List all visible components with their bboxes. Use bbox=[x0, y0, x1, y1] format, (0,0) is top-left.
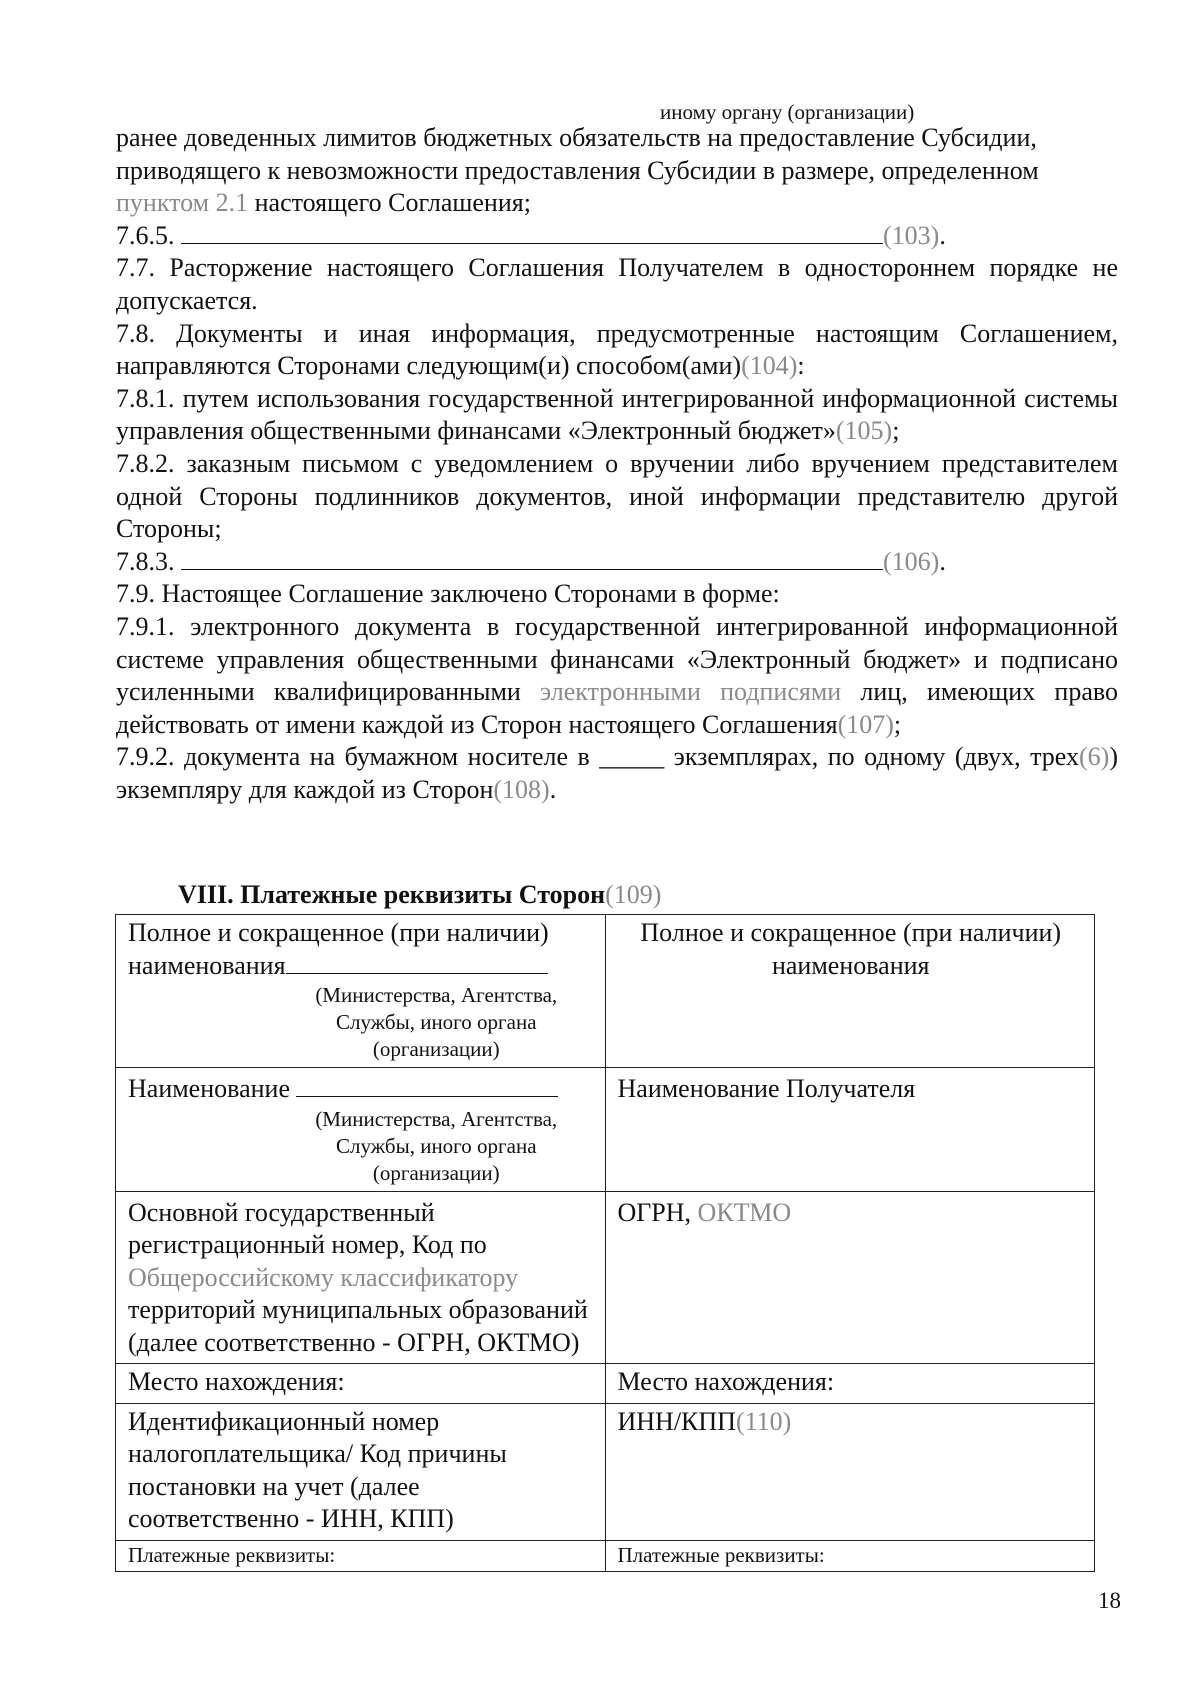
footnote-ref[interactable]: (106) bbox=[883, 546, 940, 576]
body-text bbox=[116, 122, 1118, 806]
fill-in-blank bbox=[181, 221, 883, 244]
cell-text: Место нахождения: bbox=[128, 1367, 345, 1396]
fill-in-blank bbox=[181, 547, 883, 570]
footnote-ref[interactable]: (107) bbox=[837, 709, 894, 739]
punctuation: ; bbox=[893, 709, 902, 739]
cell-text: Идентификационный номер налогоплательщика/ Код причины постановки на учет (далее соответственно - ИНН, КПП) bbox=[128, 1406, 507, 1533]
item-text: 7.9.1. электронного документа в государственной интегрированной информационной системе управления общественными финансами «Электронный бюджет» и подписано усиленными квалифицированными bbox=[116, 611, 1118, 707]
term-link[interactable]: электронными подписями bbox=[540, 677, 842, 707]
term-link[interactable]: Общероссийскому классификатору bbox=[128, 1262, 519, 1292]
cell-text: Полное и сокращенное (при наличии) bbox=[128, 918, 549, 947]
item-text: 7.8. Документы и иная информация, предусмотренные настоящим Соглашением, направляются Сторонами следующим(и) способом(ами) bbox=[116, 318, 1118, 381]
cell-text-with-blank bbox=[128, 1070, 595, 1106]
item-7-9: 7.9. Настоящее Соглашение заключено Сторонами в форме: bbox=[116, 579, 780, 609]
table-row bbox=[116, 1403, 1095, 1540]
cell-text bbox=[128, 1194, 595, 1360]
item-text: ) экземпляру для каждой из Сторон bbox=[116, 742, 1118, 804]
punctuation: . bbox=[939, 220, 946, 250]
table-cell bbox=[605, 1364, 1095, 1404]
item-7-9-1 bbox=[116, 611, 1118, 741]
para-line bbox=[116, 187, 1118, 220]
cell-text: Полное и сокращенное (при наличии) наименования bbox=[640, 918, 1062, 980]
footnote-ref[interactable]: (6) bbox=[1079, 742, 1110, 772]
cell-text-part: ИНН/КПП bbox=[617, 1406, 736, 1436]
cell-text: Платежные реквизиты: bbox=[128, 1542, 336, 1567]
table-cell bbox=[116, 915, 606, 1068]
footnote-ref[interactable]: (104) bbox=[741, 351, 798, 381]
table-row bbox=[116, 1068, 1095, 1192]
cell-text-part: ОГРН, bbox=[617, 1197, 698, 1227]
para-line bbox=[116, 122, 1118, 155]
item-number: 7.8.3. bbox=[116, 546, 175, 576]
item-7-9-2 bbox=[116, 741, 1118, 806]
table-cell bbox=[116, 1191, 606, 1364]
footnote-ref[interactable]: (108) bbox=[493, 774, 550, 804]
table-cell bbox=[605, 1068, 1095, 1192]
term-link[interactable]: ОКТМО bbox=[697, 1197, 792, 1227]
punctuation: . bbox=[549, 774, 557, 804]
header-caption: иному органу (организации) bbox=[660, 100, 915, 124]
footnote-ref[interactable]: (105) bbox=[835, 416, 893, 446]
fill-in-blank bbox=[286, 951, 548, 974]
cell-subcaption: (Министерства, Агентства, Службы, иного органа (организации) bbox=[315, 1106, 558, 1185]
page-number: 18 bbox=[1098, 1588, 1121, 1613]
punctuation: ; bbox=[892, 416, 900, 446]
item-7-8-1 bbox=[116, 383, 1118, 448]
table-cell bbox=[605, 1403, 1095, 1540]
item-7-7: 7.7. Расторжение настоящего Соглашения Получателем в одностороннем порядке не допускается. bbox=[116, 253, 1118, 315]
cell-text-part: территорий муниципальных образований (далее соответственно - ОГРН, ОКТМО) bbox=[128, 1295, 588, 1357]
cell-text: наименования bbox=[128, 950, 286, 980]
para-line bbox=[116, 155, 1118, 188]
section-title bbox=[178, 880, 661, 910]
table-row bbox=[116, 1540, 1095, 1571]
footnote-ref[interactable]: (103) bbox=[883, 220, 940, 250]
table-cell bbox=[116, 1540, 606, 1571]
cell-text: Наименование Получателя bbox=[617, 1074, 916, 1103]
clause-link[interactable]: пунктом 2.1 bbox=[116, 188, 249, 218]
text-line: приводящего к невозможности предоставления Субсидии в размере, определенном bbox=[116, 155, 1039, 185]
table-cell bbox=[116, 1068, 606, 1192]
cell-subcaption: (Министерства, Агентства, Службы, иного органа (организации) bbox=[315, 983, 558, 1061]
table-row bbox=[116, 1191, 1095, 1364]
payment-details-table bbox=[115, 914, 1095, 1572]
table-cell bbox=[116, 1403, 606, 1540]
cell-text: Место нахождения: bbox=[617, 1367, 835, 1396]
table-cell bbox=[605, 1540, 1095, 1571]
cell-text-with-blank bbox=[128, 950, 595, 983]
item-text: 7.8.1. путем использования государственной интегрированной информационной системы управления общественными финансами «Электронный бюджет» bbox=[116, 383, 1118, 446]
table-cell bbox=[116, 1364, 606, 1404]
item-7-8-3 bbox=[116, 546, 1118, 579]
cell-text bbox=[618, 1406, 1085, 1439]
text-line: ранее доведенных лимитов бюджетных обязательств на предоставление Субсидии, bbox=[116, 123, 1037, 152]
cell-text: Наименование bbox=[128, 1074, 290, 1103]
footnote-ref[interactable]: (110) bbox=[735, 1406, 792, 1436]
text-line: настоящего Соглашения; bbox=[248, 188, 531, 218]
item-text: лиц, имеющих право действовать от имени каждой из Сторон настоящего Соглашения bbox=[116, 677, 1118, 739]
punctuation: : bbox=[797, 351, 805, 381]
item-7-8 bbox=[116, 318, 1118, 383]
cell-text-part: Основной государственный регистрационный номер, Код по bbox=[128, 1197, 487, 1259]
table-row bbox=[116, 915, 1095, 1068]
cell-text bbox=[618, 1194, 1085, 1230]
item-7-8-2: 7.8.2. заказным письмом с уведомлением о вручении либо вручением представителем одной Стороны подлинников документов, иной информации представителю другой Стороны; bbox=[116, 448, 1118, 544]
table-cell bbox=[605, 1191, 1095, 1364]
table-row bbox=[116, 1364, 1095, 1404]
cell-text: Платежные реквизиты: bbox=[617, 1542, 825, 1567]
section-title-text: VIII. Платежные реквизиты Сторон bbox=[178, 880, 606, 909]
item-text: 7.9.2. документа на бумажном носителе в _____ экземплярах, по одному (двух, трех bbox=[116, 742, 1079, 772]
table-cell bbox=[605, 915, 1095, 1068]
fill-in-blank bbox=[296, 1074, 558, 1097]
item-number: 7.6.5. bbox=[116, 220, 175, 250]
item-7-6-5 bbox=[116, 220, 1118, 253]
footnote-ref[interactable]: (109) bbox=[605, 880, 662, 909]
punctuation: . bbox=[939, 546, 946, 576]
